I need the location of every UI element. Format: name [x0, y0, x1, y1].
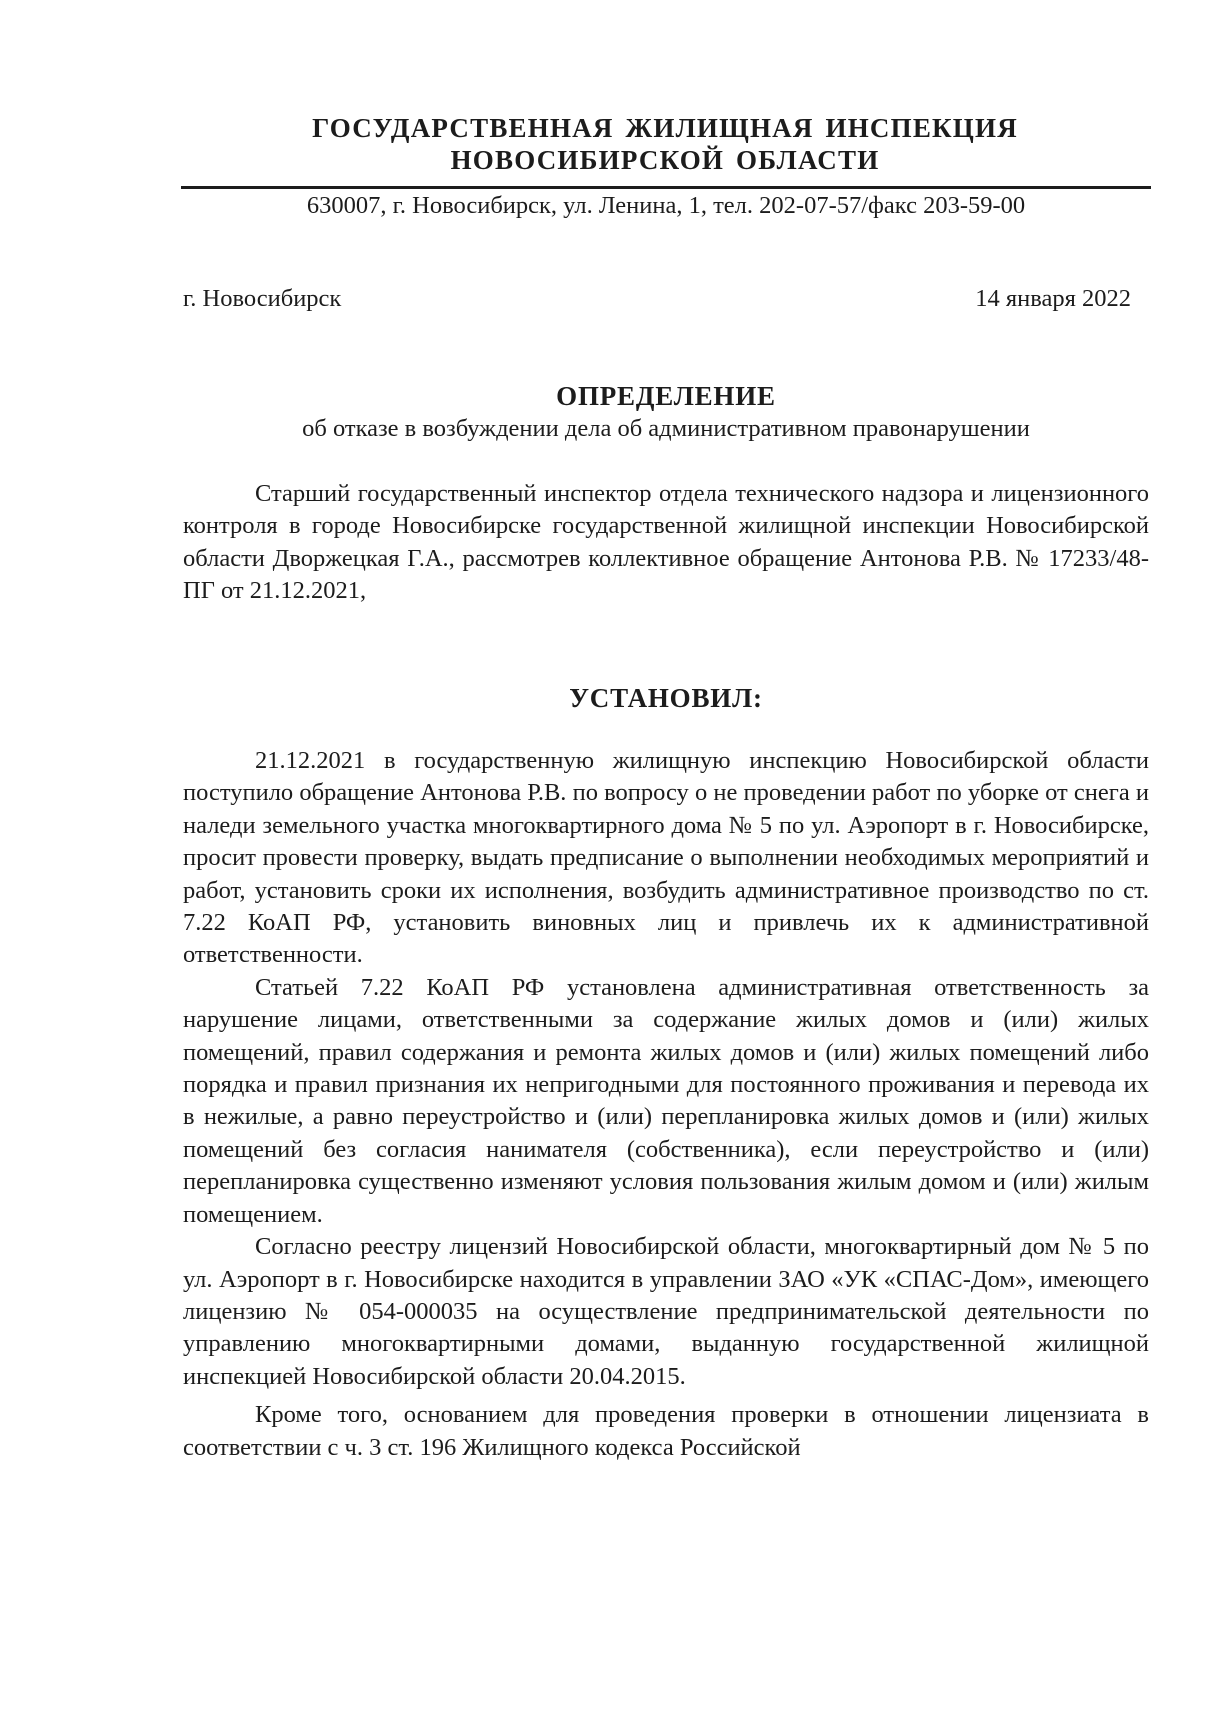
document-place: г. Новосибирск: [183, 285, 342, 312]
document-body: [183, 745, 1149, 1464]
section-title: УСТАНОВИЛ:: [569, 683, 763, 713]
body-paragraph: 21.12.2021 в государственную жилищную инспекцию Новосибирской области поступило обращение Антонова Р.В. по вопросу о не проведении работ по уборке от снега и наледи земельного участка многоквартирного дома № 5 по ул. Аэропорт в г. Новосибирске, просит провести проверку, выдать предписание о выполнении необходимых мероприятий и работ, установить сроки их исполнения, возбудить административное производство по ст. 7.22 КоАП РФ, установить виновных лиц и привлечь их к административной ответственности.: [183, 747, 1149, 969]
body-paragraph: Согласно реестру лицензий Новосибирской области, многоквартирный дом № 5 по ул. Аэропорт в г. Новосибирске находится в управлении ЗАО «УК «СПАС-Дом», имеющего лицензию № 054-000035 на осуществление предпринимательской деятельности по управлению многоквартирными домами, выданную государственной жилищной инспекцией Новосибирской области 20.04.2015.: [183, 1233, 1149, 1390]
letterhead: [180, 112, 1150, 176]
intro-block: [183, 478, 1149, 608]
organization-name-line-1: ГОСУДАРСТВЕННАЯ ЖИЛИЩНАЯ ИНСПЕКЦИЯ: [312, 113, 1018, 143]
place-date-row: [183, 284, 1131, 314]
organization-name-line-2: НОВОСИБИРСКОЙ ОБЛАСТИ: [450, 145, 880, 175]
document-subtitle: об отказе в возбуждении дела об административном правонарушении: [302, 415, 1030, 442]
organization-address: 630007, г. Новосибирск, ул. Ленина, 1, тел. 202-07-57/факс 203-59-00: [306, 192, 1026, 219]
letterhead-divider: [181, 186, 1151, 189]
document-date: 14 января 2022: [975, 285, 1131, 312]
body-paragraph: Кроме того, основанием для проведения проверки в отношении лицензиата в соответствии с ч. 3 ст. 196 Жилищного кодекса Российской: [183, 1401, 1149, 1461]
intro-paragraph: Старший государственный инспектор отдела технического надзора и лицензионного контроля в городе Новосибирске государственной жилищной инспекции Новосибирской области Дворжецкая Г.А., рассмотрев коллективное обращение Антонова Р.В. № 17233/48-ПГ от 21.12.2021,: [183, 480, 1149, 605]
document-title: ОПРЕДЕЛЕНИЕ: [556, 381, 776, 411]
body-paragraph: Статьей 7.22 КоАП РФ установлена административная ответственность за нарушение лицами, ответственными за содержание жилых домов и (или) жилых помещений, правил содержания и ремонта жилых домов и (или) жилых помещений либо порядка и правил признания их непригодными для постоянного проживания и перевода их в нежилые, а равно переустройство и (или) перепланировка жилых домов и (или) жилых помещений без согласия нанимателя (собственника), если переустройство и (или) перепланировка существенно изменяют условия пользования жилым домом и (или) жилым помещением.: [183, 973, 1149, 1228]
